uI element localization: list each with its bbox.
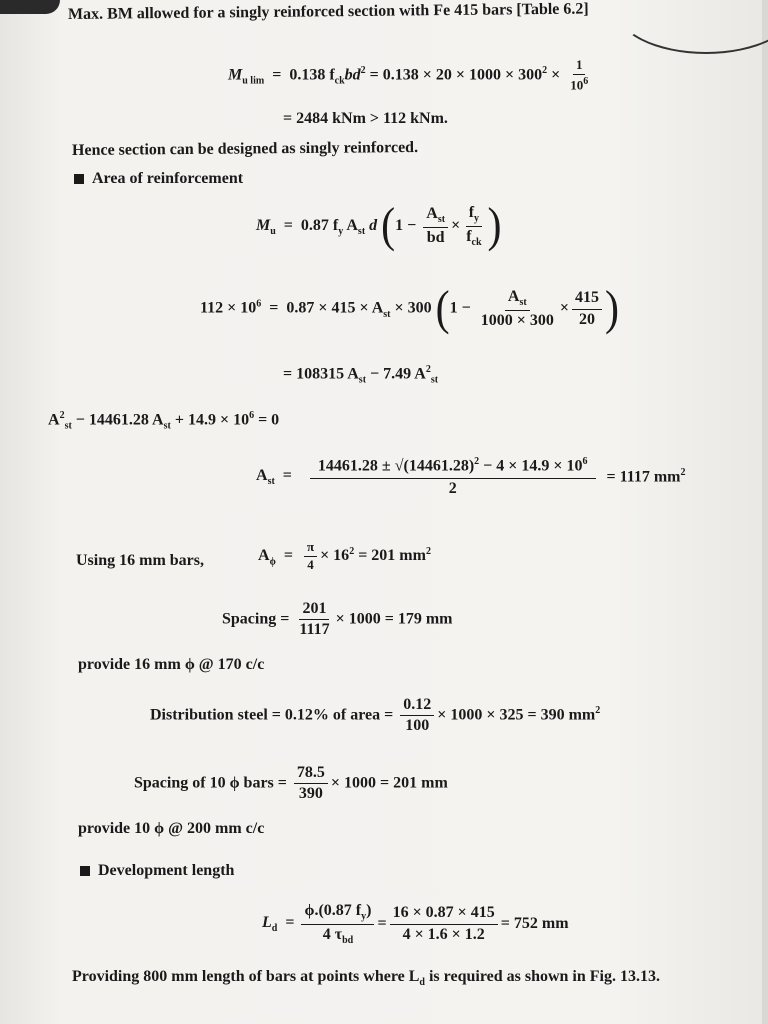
square-bullet-icon [74, 174, 84, 184]
development-heading: Development length [80, 862, 234, 880]
ld-formula-fraction: $\frac{\phi.(0.87 f_y)}{4 \tau_{bd}}$ [301, 902, 374, 946]
spacing-fraction: $\frac{201}{1117}$ [299, 600, 330, 639]
page-spine-shadow [762, 0, 768, 1024]
square-bullet-icon [80, 866, 90, 876]
mulim-fraction: $\frac{1}{10^6}$ [570, 57, 589, 93]
spacing-10-equation: Spacing of 10 ϕ bars = $\frac{78.5}{390}$ × 1000 = 201 mm [134, 764, 448, 803]
singly-reinforced-conclusion: Hence section can be designed as singly reinforced. [71, 138, 419, 159]
ld-value-fraction: $\frac{16 \times 0.87 \times 415}{4 \times 1.6 \times 1.2}$ [390, 904, 498, 944]
bar-area-equation: $A_\phi$ = $\frac{\pi}{4}$ × $16^2 = 201$ $mm^2$ [258, 539, 431, 572]
fy-fck-fraction: $\frac{f_y}{f_{ck}}$ [466, 204, 482, 248]
ast-solution: $A_{st}$ = $\frac{14461.28 \pm √(14461.28)^2 - 4 \times 14.9 \times 10^6}{2}$ = 1117 $mm^2$ [256, 456, 686, 497]
footer-sentence: Providing 800 mm length of bars at points where $L_d$ is required as shown in Fig. 13.13. [72, 968, 660, 989]
development-length-equation: $L_d$ = $\frac{\phi.(0.87 f_y)}{4 \tau_{bd}}$ = $\frac{16 \times 0.87 \times 415}{4 \times 1.6 \times 1.2}$ = 752 mm [262, 902, 569, 946]
spacing-10-fraction: $\frac{78.5}{390}$ [294, 764, 328, 804]
mu-formula: $M_u = 0.87$ $f_y$ $A_{st}$ d (1 − $\frac{A_{st}}{bd}$ × $\frac{f_y}{f_{ck}}$ ) [256, 199, 502, 253]
fy-fck-value-fraction: $\frac{415}{20}$ [572, 289, 602, 329]
ast-bd-fraction: $\frac{A_{st}}{bd}$ [423, 205, 448, 247]
area-heading: Area of reinforcement [74, 170, 243, 188]
mulim-result: = 2484 kNm > 112 kNm. [283, 110, 448, 127]
quadratic-formula-fraction: $\frac{14461.28 \pm √(14461.28)^2 - 4 \times 14.9 \times 10^6}{2}$ [310, 456, 596, 498]
corner-decoration [0, 0, 60, 14]
distribution-steel-equation: Distribution steel = 0.12% of area = $\frac{0.12}{100}$ × 1000 × 325 = 390 $mm^2$ [150, 696, 601, 735]
bars-label: Using 16 mm bars, [76, 552, 205, 569]
quadratic-equation: $A^2_{st} - 14461.28$ $A_{st} + 14.9 \times 10^6 = 0$ [48, 410, 280, 432]
ast-denominator-fraction: $\frac{A_{st}}{1000 \times 300}$ [480, 288, 554, 329]
distribution-fraction: $\frac{0.12}{100}$ [400, 696, 434, 736]
provide-distribution-bars: provide 10 ϕ @ 200 mm c/c [78, 820, 265, 837]
pi-over-four-fraction: $\frac{\pi}{4}$ [304, 540, 317, 573]
simplified-row: = 108315 $A_{st} - 7.49$ $A^2_{st}$ [283, 364, 439, 386]
mulim-equation: $M_{u lim} = 0.138$ $f_{ck}bd^2 = 0.138 \times 20 \times 1000 \times 300^2$ × $\frac{1}{10^6}$ [228, 58, 594, 93]
provide-main-bars: provide 16 mm ϕ @ 170 c/c [78, 656, 265, 673]
numeric-substitution-row: $112 \times 10^6 = 0.87 \times 415 \times A_{st} \times 300$ (1 − $\frac{A_{st}}{1000 \times 300}$ × $\frac{415}{20}$ ) [200, 282, 619, 336]
spacing-equation: Spacing = $\frac{201}{1117}$ × 1000 = 179 mm [222, 600, 453, 639]
max-bm-line: Max. BM allowed for a singly reinforced section with Fe 415 bars [Table 6.2] [67, 0, 589, 23]
